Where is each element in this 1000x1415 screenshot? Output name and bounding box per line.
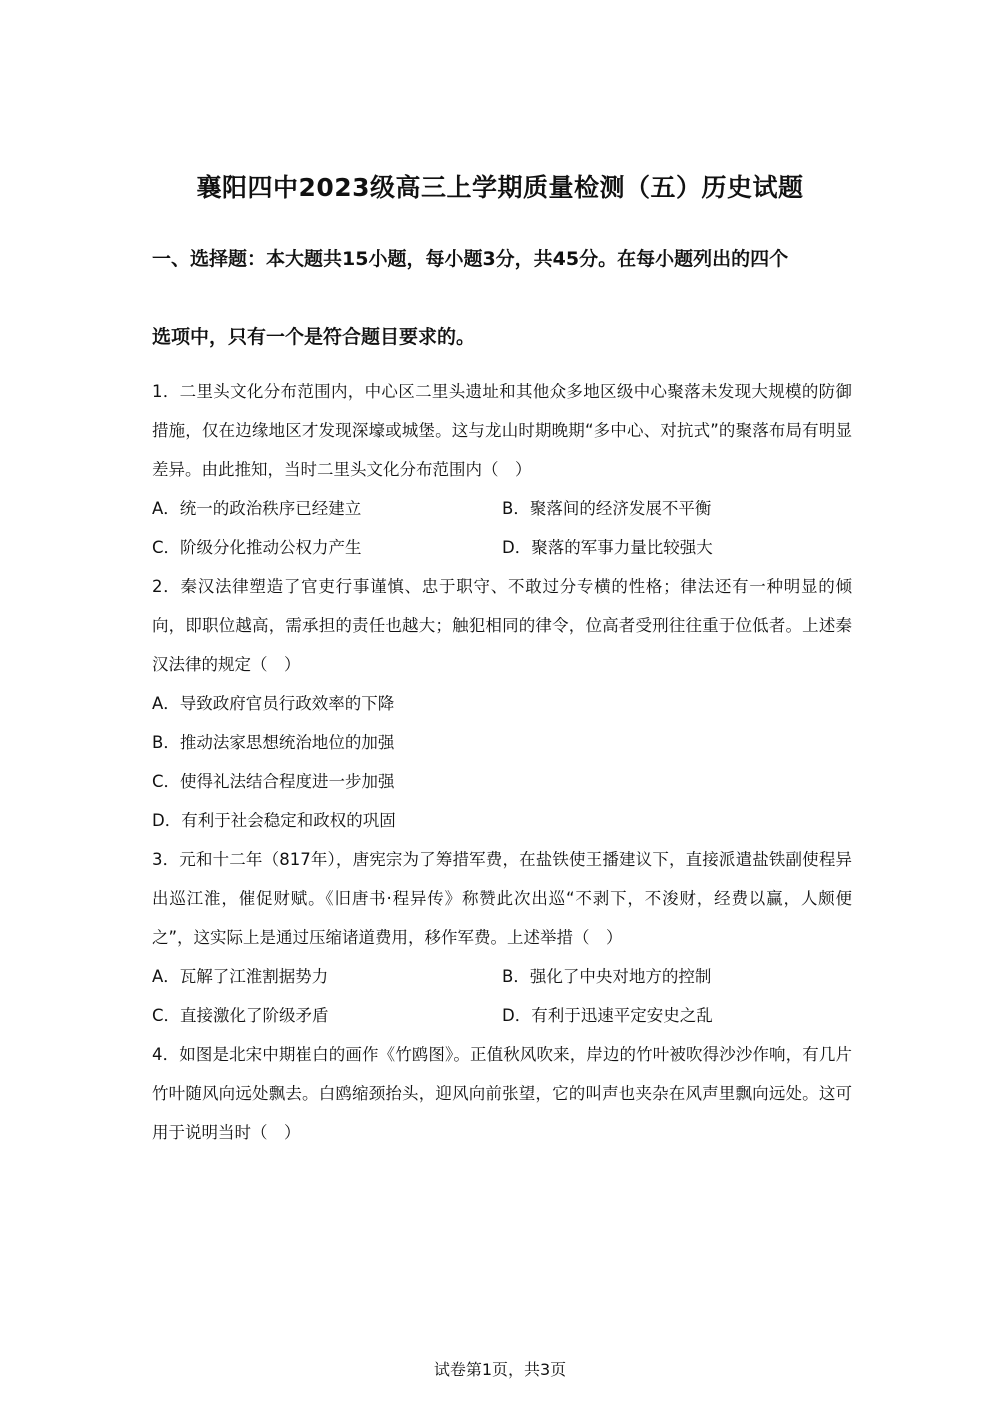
question-3-options-row-2 (152, 996, 852, 1035)
section-heading-line-2: 选项中，只有一个是符合题目要求的。 (152, 326, 476, 348)
question-2-option-b: B．推动法家思想统治地位的加强 (152, 733, 395, 752)
question-2-option-c: C．使得礼法结合程度进一步加强 (152, 772, 395, 791)
question-1-option-d: D．聚落的军事力量比较强大 (502, 538, 713, 557)
question-3 (152, 840, 852, 1035)
question-1-option-c: C．阶级分化推动公权力产生 (152, 538, 362, 557)
question-2-text: 2．秦汉法律塑造了官吏行事谨慎、忠于职守、不敢过分专横的性格；律法还有一种明显的倾向，即职位越高，需承担的责任也越大；触犯相同的律令，位高者受刑往往重于位低者。上述秦汉法律的规定（ ） (152, 577, 852, 674)
section-heading-line-1: 一、选择题：本大题共15小题，每小题3分，共45分。在每小题列出的四个 (152, 248, 789, 270)
question-3-option-a: A．瓦解了江淮割据势力 (152, 967, 329, 986)
question-1-option-a: A．统一的政治秩序已经建立 (152, 499, 362, 518)
question-3-option-b: B．强化了中央对地方的控制 (502, 967, 712, 986)
question-2-option-d: D．有利于社会稳定和政权的巩固 (152, 811, 396, 830)
question-3-option-c: C．直接激化了阶级矛盾 (152, 1006, 329, 1025)
page-footer: 试卷第1页，共3页 (433, 1360, 567, 1379)
question-3-option-d: D．有利于迅速平定安史之乱 (502, 1006, 713, 1025)
question-2-option-a: A．导致政府官员行政效率的下降 (152, 694, 395, 713)
question-1 (152, 372, 852, 567)
page-title: 襄阳四中2023级高三上学期质量检测（五）历史试题 (196, 173, 804, 202)
question-1-text: 1．二里头文化分布范围内，中心区二里头遗址和其他众多地区级中心聚落未发现大规模的防御措施，仅在边缘地区才发现深壕或城堡。这与龙山时期晚期“多中心、对抗式”的聚落布局有明显差异。由此推知，当时二里头文化分布范围内（ ） (152, 382, 852, 479)
question-4 (152, 1035, 852, 1152)
question-1-options-row-1 (152, 489, 852, 528)
question-1-options-row-2 (152, 528, 852, 567)
question-list (152, 372, 852, 1152)
question-4-text: 4．如图是北宋中期崔白的画作《竹鸥图》。正值秋风吹来，岸边的竹叶被吹得沙沙作响，有几片竹叶随风向远处飘去。白鸥缩颈抬头，迎风向前张望，它的叫声也夹杂在风声里飘向远处。这可用于说明当时（ ） (152, 1045, 852, 1142)
question-3-text: 3．元和十二年（817年），唐宪宗为了筹措军费，在盐铁使王播建议下，直接派遣盐铁副使程异出巡江淮，催促财赋。《旧唐书·程异传》称赞此次出巡“不剥下，不浚财，经费以赢，人颇便之”，这实际上是通过压缩诸道费用，移作军费。上述举措（ ） (152, 850, 852, 947)
question-3-options-row-1 (152, 957, 852, 996)
question-2 (152, 567, 852, 840)
question-1-option-b: B．聚落间的经济发展不平衡 (502, 499, 712, 518)
